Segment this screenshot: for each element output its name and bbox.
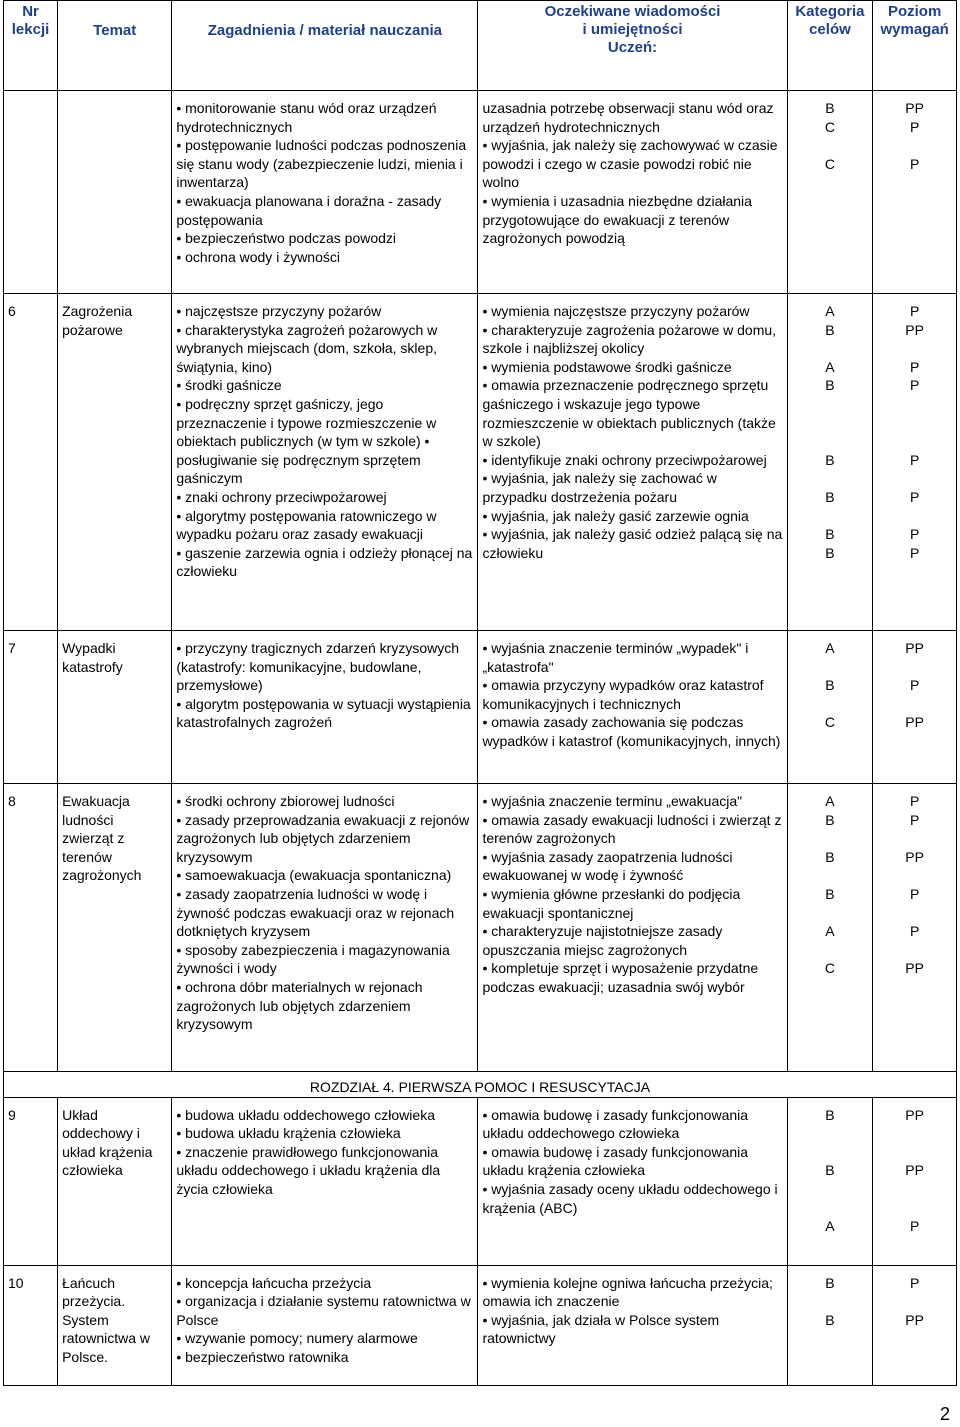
- lesson-content: [172, 784, 478, 1072]
- category-value: B: [825, 451, 835, 468]
- expected-outcomes: [478, 294, 787, 631]
- level-value: P: [909, 155, 920, 172]
- lesson-number: 10: [4, 1265, 58, 1385]
- category-value: C: [824, 960, 835, 977]
- category-value: [792, 507, 869, 526]
- content-item: • budowa układu krążenia człowieka: [176, 1125, 401, 1142]
- header-nr: Nr lekcji: [4, 1, 58, 91]
- level-value: PP: [905, 640, 924, 656]
- content-item: • znaki ochrony przeciwpożarowej: [176, 488, 387, 505]
- category-value: [792, 1143, 869, 1162]
- level-value: [877, 432, 952, 451]
- content-item: • przyczyny tragicznych zdarzeń kryzysowych (katastrofy: komunikacyjne, budowlane, przemysłowe): [176, 640, 459, 694]
- content-item: • najczęstsze przyczyny pożarów: [176, 303, 382, 319]
- level-value: P: [909, 303, 920, 319]
- category-value: [792, 658, 869, 677]
- outcome-item: • omawia przeznaczenie podręcznego sprzętu gaśniczego i wskazuje jego typowe rozmieszczenie w obiektach publicznych (także w szkole): [482, 377, 776, 450]
- content-item: • bezpieczeństwo ratownika: [176, 1348, 349, 1365]
- table-row: [4, 1097, 957, 1265]
- category-value: C: [824, 155, 835, 172]
- header-wiadomosci-line2: i umiejętności: [582, 21, 683, 38]
- lesson-number: 8: [4, 784, 58, 1072]
- level-value: P: [909, 885, 920, 902]
- level-value: PP: [905, 848, 924, 865]
- category-value: C: [824, 714, 835, 731]
- outcome-item: • wymienia najczęstsze przyczyny pożarów: [482, 303, 750, 319]
- category-value: [792, 904, 869, 923]
- requirement-level: [873, 91, 957, 294]
- level-value: P: [909, 488, 920, 505]
- lesson-content: [172, 294, 478, 631]
- lesson-content: [172, 1265, 478, 1385]
- outcome-item: • wymienia podstawowe środki gaśnicze: [482, 358, 732, 375]
- content-item: • gaszenie zarzewia ognia i odzieży płonącej na człowieku: [176, 544, 473, 580]
- level-value: [877, 136, 952, 155]
- level-value: [877, 695, 952, 714]
- lesson-content: [172, 91, 478, 294]
- header-wiadomosci-line3: Uczeń:: [607, 39, 658, 56]
- level-value: [877, 1180, 952, 1199]
- level-value: PP: [905, 1162, 924, 1179]
- content-item: • sposoby zabezpieczenia i magazynowania żywności i wody: [176, 941, 450, 977]
- level-value: [877, 866, 952, 885]
- goal-category: [787, 631, 873, 784]
- table-row: [4, 294, 957, 631]
- outcome-item: • omawia zasady zachowania się podczas wypadków i katastrof (komunikacyjnych, innych): [482, 714, 781, 749]
- level-value: P: [909, 1218, 920, 1235]
- header-poziom: Poziom wymagań: [873, 1, 957, 91]
- outcome-item: • wyjaśnia znaczenie terminów „wypadek" i „katastrofa": [482, 640, 749, 675]
- expected-outcomes: [478, 784, 787, 1072]
- outcome-item: • omawia budowę i zasady funkcjonowania układu krążenia człowieka: [482, 1143, 749, 1179]
- requirement-level: [873, 631, 957, 784]
- outcome-item: • wyjaśnia, jak działa w Polsce system ratownictwy: [482, 1311, 720, 1347]
- table-row: [4, 784, 957, 1072]
- outcome-item: • wyjaśnia, jak należy gasić odzież palącą się na człowieku: [482, 526, 783, 561]
- category-value: B: [825, 1311, 835, 1328]
- outcome-item: • omawia przyczyny wypadków oraz katastrof komunikacyjnych i technicznych: [482, 677, 764, 712]
- content-item: • charakterystyka zagrożeń pożarowych w wybranych miejscach (dom, szkoła, sklep, świątynia, kino): [176, 321, 438, 375]
- lesson-number: [4, 91, 58, 294]
- category-value: B: [825, 544, 835, 561]
- level-value: P: [909, 451, 920, 468]
- goal-category: [787, 1097, 873, 1265]
- outcome-item: • wyjaśnia, jak należy się zachowywać w czasie powodzi i czego w czasie powodzi robić nie wolno: [482, 137, 778, 191]
- category-value: [792, 469, 869, 488]
- content-item: • postępowanie ludności podczas podnoszenia się stanu wody (zabezpieczenie ludzi, mienia i inwentarza): [176, 137, 467, 191]
- category-value: B: [825, 848, 835, 865]
- outcome-item: • wymienia i uzasadnia niezbędne działania przygotowujące do ewakuacji z terenów zagrożonych powodzią: [482, 192, 752, 247]
- content-item: • ochrona wody i żywności: [176, 248, 340, 265]
- lesson-content: [172, 631, 478, 784]
- chapter-heading: ROZDZIAŁ 4. PIERWSZA POMOC I RESUSCYTACJA: [4, 1072, 957, 1098]
- level-value: P: [909, 544, 920, 561]
- outcome-item: • omawia budowę i zasady funkcjonowania układu oddechowego człowieka: [482, 1106, 749, 1142]
- level-value: [877, 941, 952, 960]
- lesson-topic: Zagrożenia pożarowe: [58, 294, 172, 631]
- curriculum-table: [3, 0, 957, 1386]
- category-value: B: [825, 488, 835, 505]
- header-kategoria: Kategoria celów: [787, 1, 873, 91]
- level-value: PP: [905, 960, 924, 977]
- requirement-level: [873, 1265, 957, 1385]
- lesson-topic: Łańcuch przeżycia. System ratownictwa w Polsce.: [58, 1265, 172, 1385]
- category-value: B: [825, 526, 835, 543]
- outcome-item: • wyjaśnia, jak należy gasić zarzewie ognia: [482, 507, 749, 524]
- requirement-level: [873, 294, 957, 631]
- category-value: A: [825, 793, 835, 809]
- category-value: A: [825, 303, 835, 319]
- category-value: [792, 136, 869, 155]
- level-value: [877, 339, 952, 358]
- outcome-item: • wymienia główne przesłanki do podjęcia ewakuacji spontanicznej: [482, 885, 741, 921]
- content-item: • algorytmy postępowania ratowniczego w wypadku pożaru oraz zasady ewakuacji: [176, 507, 437, 543]
- category-value: B: [825, 885, 835, 902]
- category-value: B: [825, 1106, 835, 1123]
- category-value: B: [825, 1274, 835, 1291]
- content-item: • zasady przeprowadzania ewakuacji z rejonów zagrożonych lub objętych zdarzeniem kryzysowym: [176, 811, 470, 865]
- page-number: 2: [939, 1404, 950, 1424]
- level-value: [877, 904, 952, 923]
- header-zagadnienia: Zagadnienia / materiał nauczania: [172, 1, 478, 91]
- content-item: • znaczenie prawidłowego funkcjonowania układu oddechowego i układu krążenia dla życia człowieka: [176, 1143, 441, 1197]
- level-value: [877, 395, 952, 414]
- chapter-row: [4, 1072, 957, 1098]
- level-value: P: [909, 1274, 920, 1291]
- outcome-item: • omawia zasady ewakuacji ludności i zwierząt z terenów zagrożonych: [482, 811, 782, 847]
- level-value: PP: [905, 1106, 924, 1123]
- expected-outcomes: [478, 1265, 787, 1385]
- outcome-item: uzasadnia potrzebę obserwacji stanu wód oraz urządzeń hydrotechnicznych: [482, 100, 774, 135]
- level-value: PP: [905, 1311, 924, 1328]
- goal-category: [787, 784, 873, 1072]
- content-item: • zasady zaopatrzenia ludności w wodę i żywność podczas ewakuacji oraz w rejonach dotkniętych kryzysem: [176, 885, 455, 940]
- lesson-number: 9: [4, 1097, 58, 1265]
- level-value: [877, 658, 952, 677]
- requirement-level: [873, 784, 957, 1072]
- category-value: [792, 866, 869, 885]
- level-value: [877, 507, 952, 526]
- expected-outcomes: [478, 631, 787, 784]
- level-value: P: [909, 793, 920, 809]
- header-temat: Temat: [58, 1, 172, 91]
- level-value: P: [909, 923, 920, 940]
- category-value: [792, 1199, 869, 1218]
- content-item: • monitorowanie stanu wód oraz urządzeń hydrotechnicznych: [176, 100, 437, 135]
- category-value: B: [825, 1162, 835, 1179]
- goal-category: [787, 1265, 873, 1385]
- content-item: • algorytm postępowania w sytuacji wystąpienia katastrofalnych zagrożeń: [176, 695, 471, 731]
- level-value: P: [909, 677, 920, 694]
- header-wiadomosci-line1: Oczekiwane wiadomości: [544, 3, 721, 20]
- level-value: [877, 1143, 952, 1162]
- lesson-topic: Ewakuacja ludności zwierząt z terenów zagrożonych: [58, 784, 172, 1072]
- category-value: B: [825, 377, 835, 394]
- outcome-item: • wyjaśnia zasady oceny układu oddechowego i krążenia (ABC): [482, 1180, 778, 1216]
- category-value: [792, 695, 869, 714]
- table-row: [4, 91, 957, 294]
- category-value: B: [825, 321, 835, 338]
- level-value: P: [909, 358, 920, 375]
- header-row: [4, 1, 957, 91]
- table-row: [4, 631, 957, 784]
- level-value: PP: [905, 100, 924, 116]
- outcome-item: • wymienia kolejne ogniwa łańcucha przeżycia; omawia ich znaczenie: [482, 1274, 773, 1310]
- content-item: • samoewakuacja (ewakuacja spontaniczna): [176, 867, 452, 884]
- level-value: [877, 1292, 952, 1311]
- lesson-topic: [58, 91, 172, 294]
- expected-outcomes: [478, 91, 787, 294]
- outcome-item: • wyjaśnia, jak należy się zachować w przypadku dostrzeżenia pożaru: [482, 470, 717, 505]
- outcome-item: • wyjaśnia znaczenie terminu „ewakuacja": [482, 793, 743, 809]
- outcome-item: • charakteryzuje najistotniejsze zasady opuszczania miejsc zagrożonych: [482, 923, 723, 958]
- category-value: A: [825, 358, 835, 375]
- category-value: [792, 1180, 869, 1199]
- expected-outcomes: [478, 1097, 787, 1265]
- category-value: [792, 829, 869, 848]
- category-value: [792, 1292, 869, 1311]
- category-value: [792, 414, 869, 433]
- level-value: P: [909, 526, 920, 543]
- content-item: • ochrona dóbr materialnych w rejonach zagrożonych lub objętych zdarzeniem kryzysowym: [176, 978, 423, 1033]
- level-value: [877, 469, 952, 488]
- header-wiadomosci: [478, 1, 787, 91]
- category-value: [792, 395, 869, 414]
- content-item: • budowa układu oddechowego człowieka: [176, 1106, 435, 1123]
- category-value: B: [825, 677, 835, 694]
- level-value: [877, 414, 952, 433]
- outcome-item: • wyjaśnia zasady zaopatrzenia ludności ewakuowanej w wodę i żywność: [482, 848, 733, 884]
- category-value: [792, 339, 869, 358]
- goal-category: [787, 294, 873, 631]
- content-item: • bezpieczeństwo podczas powodzi: [176, 230, 397, 247]
- lesson-topic: Wypadki katastrofy: [58, 631, 172, 784]
- outcome-item: • kompletuje sprzęt i wyposażenie przydatne podczas ewakuacji; uzasadnia swój wybór: [482, 960, 759, 995]
- level-value: P: [909, 811, 920, 828]
- content-item: • organizacja i działanie systemu ratownictwa w Polsce: [176, 1293, 471, 1328]
- level-value: [877, 1199, 952, 1218]
- level-value: [877, 829, 952, 848]
- outcome-item: • charakteryzuje zagrożenia pożarowe w domu, szkole i najbliższej okolicy: [482, 321, 777, 357]
- lesson-content: [172, 1097, 478, 1265]
- category-value: [792, 1124, 869, 1143]
- category-value: A: [825, 1218, 835, 1235]
- level-value: PP: [905, 714, 924, 731]
- outcome-item: • identyfikuje znaki ochrony przeciwpożarowej: [482, 451, 767, 468]
- category-value: [792, 941, 869, 960]
- category-value: B: [825, 811, 835, 828]
- goal-category: [787, 91, 873, 294]
- level-value: PP: [905, 321, 924, 338]
- requirement-level: [873, 1097, 957, 1265]
- content-item: • środki ochrony zbiorowej ludności: [176, 793, 395, 809]
- category-value: A: [825, 640, 835, 656]
- content-item: • podręczny sprzęt gaśniczy, jego przeznaczenie i typowe rozmieszczenie w obiektach publicznych (w tym w szkole) • posługiwanie się podręcznym sprzętem gaśniczym: [176, 395, 437, 487]
- category-value: [792, 432, 869, 451]
- category-value: C: [824, 118, 835, 135]
- lesson-topic: Układ oddechowy i układ krążenia człowieka: [58, 1097, 172, 1265]
- content-item: • środki gaśnicze: [176, 377, 282, 394]
- level-value: P: [909, 377, 920, 394]
- category-value: B: [825, 100, 835, 116]
- table-row: [4, 1265, 957, 1385]
- content-item: • koncepcja łańcucha przeżycia: [176, 1274, 372, 1291]
- lesson-number: 6: [4, 294, 58, 631]
- lesson-number: 7: [4, 631, 58, 784]
- category-value: A: [825, 923, 835, 940]
- level-value: P: [909, 118, 920, 135]
- content-item: • wzywanie pomocy; numery alarmowe: [176, 1330, 418, 1347]
- level-value: [877, 1124, 952, 1143]
- content-item: • ewakuacja planowana i doraźna - zasady postępowania: [176, 192, 442, 228]
